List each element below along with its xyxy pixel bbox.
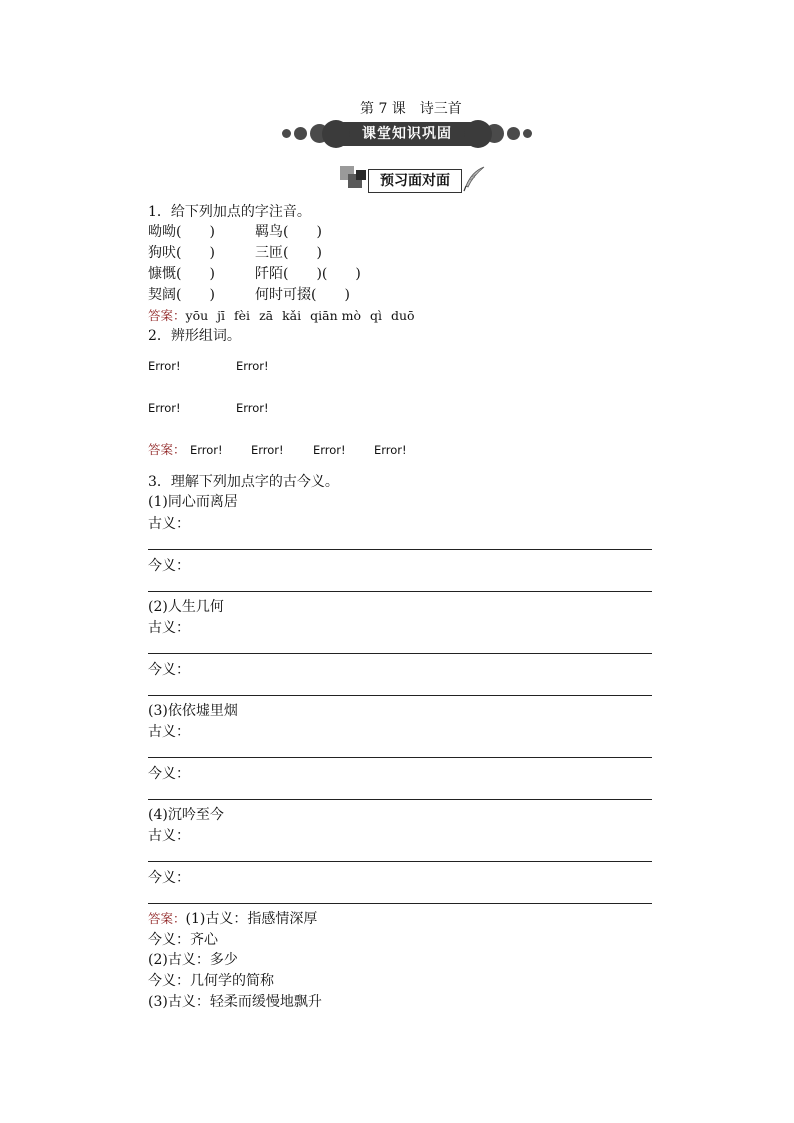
q1-item: 三匝( ) [255, 245, 322, 261]
modern-label: 今义： [148, 662, 190, 678]
q3-item: (4)沉吟至今 [148, 807, 224, 823]
q3-item: (2)人生几何 [148, 599, 224, 615]
q2-item: Error! [148, 401, 181, 415]
section-title: 预习面对面 [368, 169, 462, 193]
q2-answer [148, 440, 186, 460]
answer-label: 答案： [148, 911, 186, 926]
modern-label: 今义： [148, 766, 190, 782]
q2-item: Error! [236, 359, 269, 373]
pinyin-answer: fèi [234, 308, 251, 323]
pinyin-answer: zā [259, 308, 274, 323]
banner-title-text: 课堂知识巩固 [362, 126, 452, 142]
modern-label: 今义： [148, 870, 190, 886]
answer-line [148, 757, 652, 758]
q1-item: 何时可掇( ) [255, 287, 350, 303]
ancient-label: 古义： [148, 620, 190, 636]
answer-text: (3)古义：轻柔而缓慢地飘升 [148, 994, 322, 1010]
q2-item: Error! [148, 359, 181, 373]
banner-title [332, 122, 482, 146]
q1-title: 1．给下列加点的字注音。 [148, 204, 311, 220]
answer-line [148, 903, 652, 904]
pinyin-answer: duō [391, 308, 415, 323]
answer-line [148, 591, 652, 592]
pinyin-answer: jī [217, 308, 226, 323]
q2-item: Error! [236, 401, 269, 415]
lesson-title: 第 7 课 诗三首 [360, 101, 462, 117]
quill-pen-icon [462, 166, 486, 192]
section-banner [280, 120, 532, 148]
answer-label: 答案： [148, 442, 186, 457]
pinyin-answer: yōu [185, 308, 209, 323]
answer-text: (1)古义：指感情深厚 [185, 911, 318, 927]
answer-text: (2)古义：多少 [148, 952, 238, 968]
q3-answer [148, 909, 317, 929]
q1-item: 契阔( ) [148, 287, 215, 303]
answer-line [148, 549, 652, 550]
q1-item: 狗吠( ) [148, 245, 215, 261]
q2-answer-item: Error! [313, 443, 346, 457]
q1-item: 阡陌( )( ) [255, 266, 361, 282]
answer-line [148, 695, 652, 696]
pinyin-answer: kǎi [282, 308, 302, 323]
answer-line [148, 653, 652, 654]
q2-answer-item: Error! [190, 443, 223, 457]
q3-item: (3)依依墟里烟 [148, 703, 238, 719]
q3-title: 3．理解下列加点字的古今义。 [148, 474, 339, 490]
answer-text: 今义：几何学的简称 [148, 973, 274, 989]
q1-answer [148, 306, 424, 326]
q1-item: 慷慨( ) [148, 266, 215, 282]
ancient-label: 古义： [148, 516, 190, 532]
pinyin-answer: qiān mò [310, 308, 361, 323]
q3-item: (1)同心而离居 [148, 494, 238, 510]
ancient-label: 古义： [148, 828, 190, 844]
q1-item: 羁鸟( ) [255, 224, 322, 240]
answer-text: 今义：齐心 [148, 932, 218, 948]
q1-item: 呦呦( ) [148, 224, 215, 240]
section-header [338, 166, 488, 194]
q2-title: 2．辨形组词。 [148, 328, 241, 344]
modern-label: 今义： [148, 558, 190, 574]
q2-answer-item: Error! [374, 443, 407, 457]
answer-label: 答案： [148, 308, 186, 323]
q2-answer-item: Error! [251, 443, 284, 457]
answer-line [148, 799, 652, 800]
answer-line [148, 861, 652, 862]
ancient-label: 古义： [148, 724, 190, 740]
pinyin-answer: qì [370, 308, 382, 323]
